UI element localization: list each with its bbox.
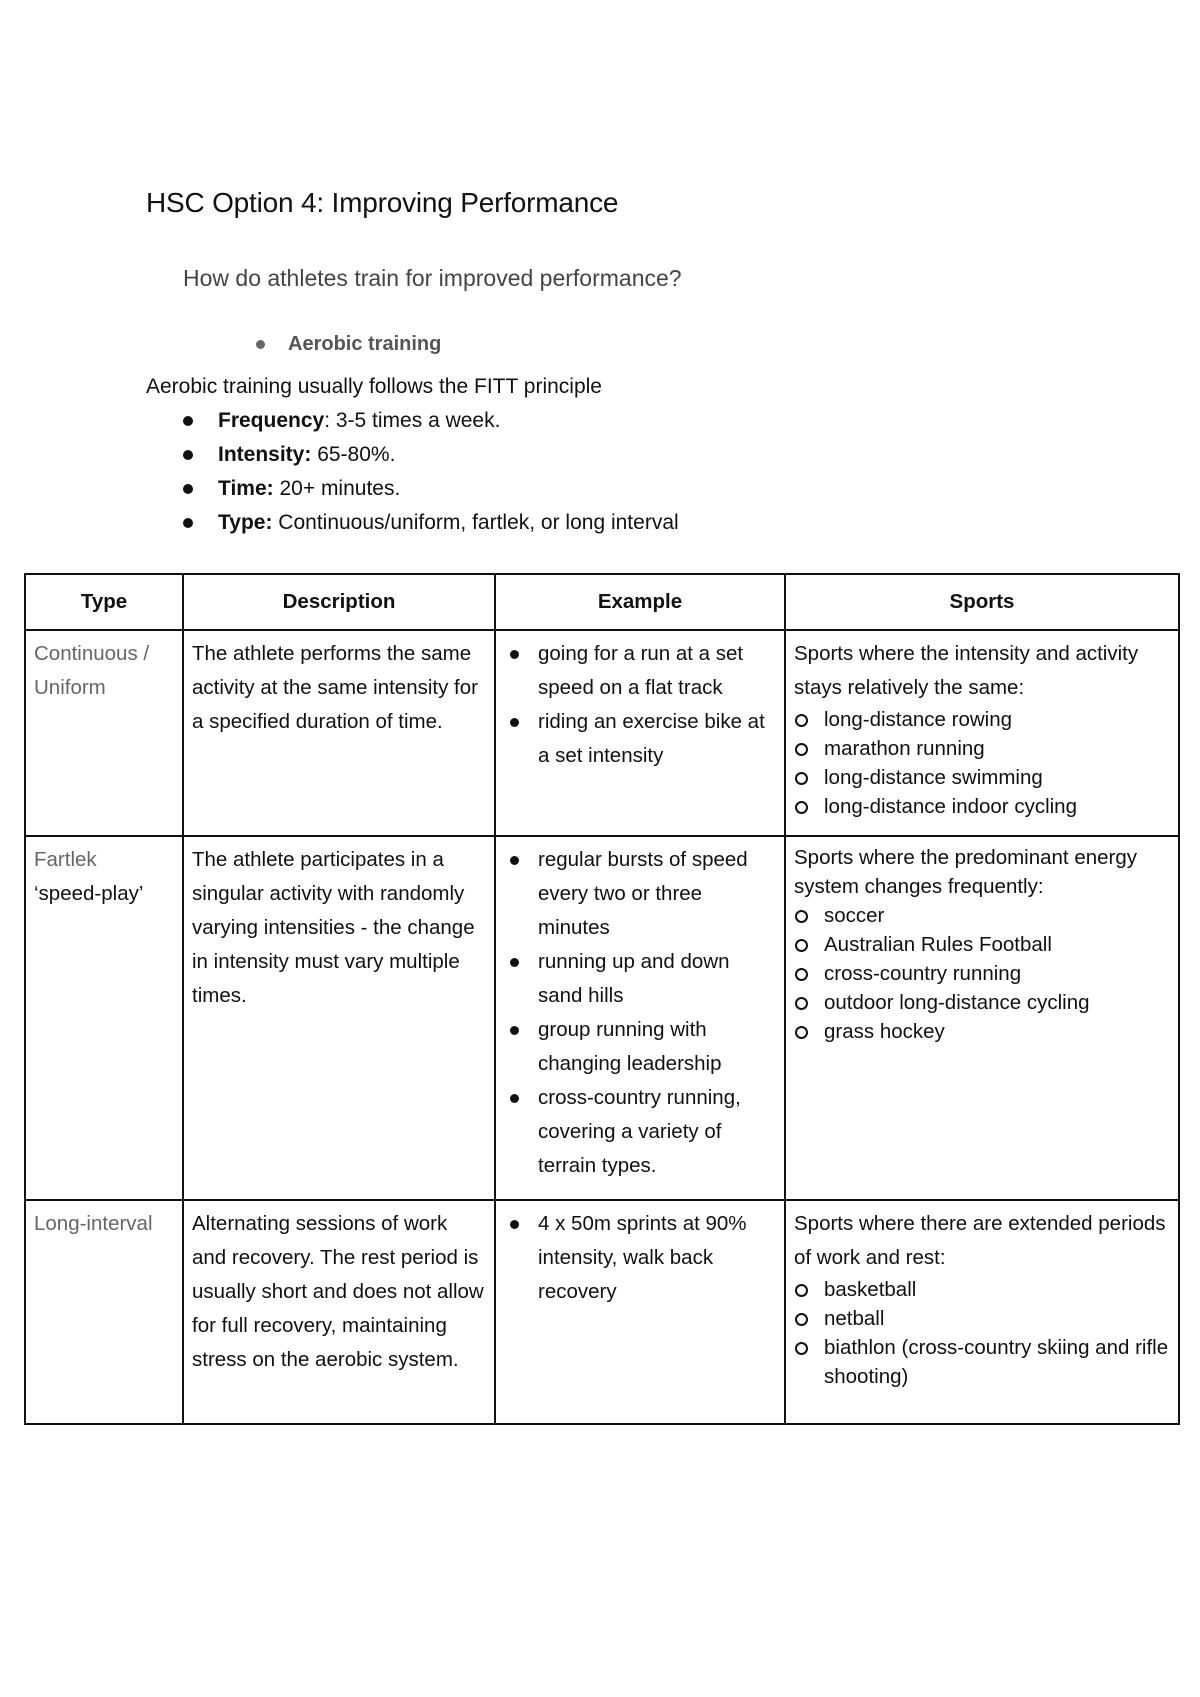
- fitt-key: Time:: [218, 477, 274, 500]
- column-header-example: Example: [495, 574, 785, 630]
- sport-item: soccer: [794, 901, 1170, 930]
- fitt-item-type: [183, 506, 679, 540]
- column-header-sports: Sports: [785, 574, 1179, 630]
- type-cell: [25, 836, 183, 1200]
- example-list: [504, 843, 776, 1183]
- section-heading-label: Aerobic training: [288, 333, 442, 355]
- sports-intro: Sports where the predominant energy system changes frequently:: [794, 846, 1138, 898]
- example-list: [504, 637, 776, 773]
- sport-item: outdoor long-distance cycling: [794, 988, 1170, 1017]
- page-subtitle: How do athletes train for improved performance?: [183, 265, 682, 291]
- sport-item: marathon running: [794, 734, 1170, 763]
- sports-list: [794, 901, 1170, 1046]
- description-cell: The athlete performs the same activity at the same intensity for a specified duration of time.: [183, 630, 495, 836]
- example-item: 4 x 50m sprints at 90% intensity, walk back recovery: [504, 1207, 776, 1309]
- fitt-key: Type:: [218, 511, 273, 534]
- example-item: riding an exercise bike at a set intensity: [504, 705, 776, 773]
- bullet-icon: [183, 518, 193, 528]
- bullet-icon: [183, 484, 193, 494]
- training-table: [24, 573, 1180, 1425]
- sport-item: grass hockey: [794, 1017, 1170, 1046]
- type-label: Long-interval: [34, 1212, 153, 1235]
- bullet-icon: [183, 450, 193, 460]
- column-header-type: Type: [25, 574, 183, 630]
- sports-intro: Sports where there are extended periods of work and rest:: [794, 1212, 1166, 1269]
- example-item: cross-country running, covering a variety of terrain types.: [504, 1081, 776, 1183]
- type-cell: [25, 630, 183, 836]
- example-cell: [495, 836, 785, 1200]
- table-row: [25, 836, 1179, 1200]
- example-item: regular bursts of speed every two or three minutes: [504, 843, 776, 945]
- example-item: running up and down sand hills: [504, 945, 776, 1013]
- fitt-key: Frequency: [218, 409, 325, 432]
- column-header-description: Description: [183, 574, 495, 630]
- fitt-item-time: [183, 472, 679, 506]
- fitt-item-frequency: [183, 404, 679, 438]
- intro-text: Aerobic training usually follows the FITT principle: [146, 375, 602, 398]
- type-sublabel: ‘speed-play’: [34, 882, 144, 905]
- example-list: [504, 1207, 776, 1309]
- table-row: [25, 630, 1179, 836]
- example-item: going for a run at a set speed on a flat track: [504, 637, 776, 705]
- table-row: [25, 1200, 1179, 1424]
- sport-item: long-distance rowing: [794, 705, 1170, 734]
- fitt-value: 65-80%.: [317, 443, 396, 466]
- sports-cell: [785, 630, 1179, 836]
- sports-cell: [785, 1200, 1179, 1424]
- type-cell: [25, 1200, 183, 1424]
- fitt-key: Intensity:: [218, 443, 312, 466]
- sports-cell: [785, 836, 1179, 1200]
- type-label: Continuous / Uniform: [34, 642, 150, 699]
- bullet-icon: [183, 416, 193, 426]
- sport-item: Australian Rules Football: [794, 930, 1170, 959]
- sport-item: long-distance swimming: [794, 763, 1170, 792]
- sport-item: long-distance indoor cycling: [794, 792, 1170, 821]
- example-item: group running with changing leadership: [504, 1013, 776, 1081]
- sports-list: [794, 705, 1170, 821]
- description-cell: Alternating sessions of work and recovery. The rest period is usually short and does not allow for full recovery, maintaining stress on the aerobic system.: [183, 1200, 495, 1424]
- sport-item: basketball: [794, 1275, 1170, 1304]
- sport-item: netball: [794, 1304, 1170, 1333]
- fitt-separator: :: [324, 409, 336, 432]
- fitt-value: 3-5 times a week.: [335, 409, 501, 432]
- description-cell: The athlete participates in a singular activity with randomly varying intensities - the change in intensity must vary multiple times.: [183, 836, 495, 1200]
- table-header-row: [25, 574, 1179, 630]
- example-cell: [495, 1200, 785, 1424]
- sport-item: biathlon (cross-country skiing and rifle shooting): [794, 1333, 1170, 1391]
- fitt-item-intensity: [183, 438, 679, 472]
- fitt-list: [183, 404, 679, 540]
- sports-intro: Sports where the intensity and activity stays relatively the same:: [794, 642, 1139, 699]
- example-cell: [495, 630, 785, 836]
- page-title: HSC Option 4: Improving Performance: [146, 187, 619, 218]
- bullet-icon: [256, 340, 265, 349]
- type-label: Fartlek: [34, 848, 97, 871]
- sport-item: cross-country running: [794, 959, 1170, 988]
- section-heading: [256, 330, 441, 358]
- fitt-value: 20+ minutes.: [279, 477, 401, 500]
- sports-list: [794, 1275, 1170, 1391]
- fitt-value: Continuous/uniform, fartlek, or long interval: [278, 511, 679, 534]
